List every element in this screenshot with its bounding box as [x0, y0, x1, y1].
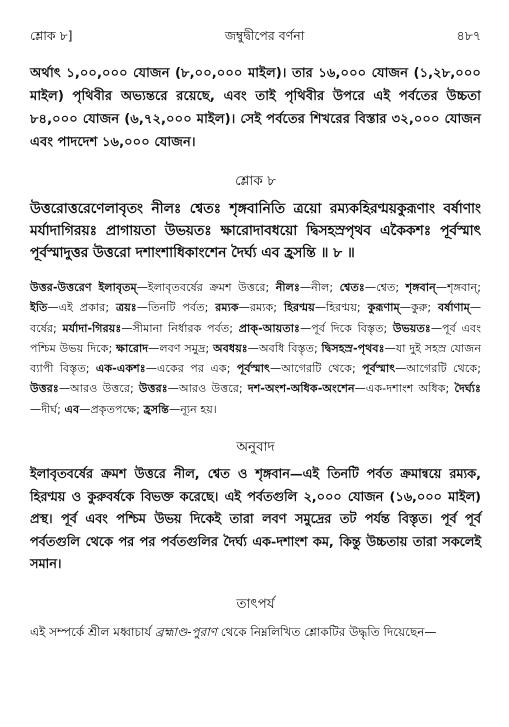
synonym-meaning: রম্যক;	[249, 301, 278, 315]
purport-heading: তাৎপর্য	[236, 595, 275, 612]
synonym-meaning: এই প্রকার;	[58, 301, 110, 315]
synonym-word: উত্তরঃ	[30, 382, 59, 396]
synonym-meaning: আরও উত্তরে;	[70, 382, 134, 396]
synonym-word: রম্যক	[215, 301, 239, 315]
synonym-meaning: আরও উত্তরে;	[178, 382, 243, 396]
synonym-word: শ্বেতঃ	[339, 281, 365, 294]
purport-intro: এই সম্পর্কে শ্রীল মধ্বাচার্য	[30, 624, 156, 639]
previous-translation-continuation: অর্থাৎ ১,০০,০০০ যোজন (৮,০০,০০০ মাইল)। তার ১৬,০০০ যোজন (১,২৮,০০০ মাইল) পৃথিবীর অভ্যন্তরে রয়েছে, এবং তাই পৃথিবীর উপরে এই পর্বতের উচ্চতা ৮৪,০০০ যোজন (৬,৭২,০০০ মাইল)। সেই পর্বতের শিখরের বিস্তার ৩২,০০০ যোজন এবং পাদদেশ ১৬,০০০ যোজন।	[30, 66, 481, 150]
translation-text: ইলাবৃতবর্ষের ক্রমশ উত্তরে নীল, শ্বেত ও শৃঙ্গবান—এই তিনটি পর্বত ক্রমান্বয়ে রম্যক, হিরণ্ময় ও কুরুবর্ষকে বিভক্ত করেছে। এই পর্বতগুলি ২,০০০ যোজন (১৬,০০০ মাইল) প্রস্থ। পূর্ব এবং পশ্চিম উভয় দিকেই তারা লবণ সমুদ্রের তট পর্যন্ত বিস্তৃত। পূর্ব পূর্ব পর্বতগুলি থেকে পর পর পর্বতগুলির দৈর্ঘ্য এক-দশাংশ কম, কিন্তু উচ্চতায় তারা সকলেই সমান।	[30, 467, 481, 573]
synonym-meaning: হিরণ্ময়;	[326, 301, 361, 315]
synonym-word: উভয়তঃ	[392, 321, 431, 335]
synonym-meaning: পূর্ব দিকে বিস্তৃত;	[311, 321, 388, 335]
synonym-word: হ্রসন্তি	[143, 402, 169, 416]
synonym-meaning: ন্যূন হয়।	[180, 402, 217, 416]
synonym-word: এব	[64, 402, 80, 416]
purport-tail: থেকে নিম্নলিখিত শ্লোকটির উদ্ধৃতি দিয়েছেন—	[216, 624, 437, 639]
header-chapter-title: জম্বুদ্বীপের বর্ণনা	[224, 28, 305, 43]
synonym-meaning: বর্ষের;	[30, 321, 57, 335]
synonym-word: পূর্বস্মাৎ	[362, 362, 396, 376]
synonym-word: বর্ষাণাম্	[438, 301, 470, 315]
synonym-meaning: দীর্ঘ;	[41, 402, 61, 416]
synonym-word: ইতি	[30, 301, 48, 315]
synonym-meaning: নীল;	[311, 281, 334, 294]
synonym-meaning: তিনটি পর্বত;	[147, 301, 209, 315]
synonym-word: দ্বিসহস্র-পৃথবঃ	[321, 341, 385, 355]
synonym-meaning: লবণ সমুদ্র;	[159, 341, 210, 355]
synonym-meaning: কুরু;	[410, 301, 432, 315]
synonym-meaning: শৃঙ্গবান্;	[447, 281, 481, 294]
synonym-meaning: একের পর এক;	[156, 362, 231, 376]
synonym-meaning: সীমানা নির্ধারক পর্বত;	[132, 321, 234, 335]
synonym-word: পূর্বস্মাৎ	[236, 362, 270, 376]
synonym-word: উত্তর-উত্তরেণ ইলাবৃতম্	[30, 281, 137, 294]
header-verse-ref: শ্লোক ৮]	[30, 28, 73, 43]
synonym-word: হিরণ্ময়	[283, 301, 315, 315]
synonym-meaning: যা দুই সহস্র যোজন ব্যাপী বিস্তৃত;	[30, 341, 481, 376]
synonym-word: দশ-অংশ-অধিক-অংশেন	[247, 382, 355, 396]
synonym-word: উত্তরঃ	[138, 382, 168, 396]
synonym-meaning: এক-দশাংশ অধিক;	[365, 382, 450, 396]
translation-heading: অনুবাদ	[236, 439, 275, 456]
verse-heading: শ্লোক ৮	[235, 173, 276, 189]
synonym-word: শৃঙ্গবান্	[405, 281, 436, 294]
sanskrit-verse: উত্তরোত্তরেণেলাবৃতং নীলঃ শ্বেতঃ শৃঙ্গবানিতি ত্রয়ো রম্যকহিরণ্ময়কুরূণাং বর্ষাণাং মর্যাদাগিরয়ঃ প্রাগায়তা উভয়তঃ ক্ষারোদাবধয়ো দ্বিসহস্রপৃথব একৈকশঃ পূর্বস্মাৎ পূর্বস্মাদুত্তর উত্তরো দশাংশাধিকাংশেন দৈর্ঘ্য এব হ্রসন্তি ॥ ৮ ॥	[30, 201, 481, 261]
synonym-word: অবধয়ঃ	[213, 341, 248, 355]
synonym-word: দৈর্ঘ্যঃ	[454, 382, 481, 396]
purport-text	[30, 621, 481, 643]
synonym-word: নীলঃ	[275, 281, 300, 294]
synonym-meaning: অবধি বিস্তৃত;	[258, 341, 318, 355]
word-for-word-synonyms: উত্তর-উত্তরেণ ইলাবৃতম্—ইলাবৃতবর্ষের ক্রমশ উত্তরে; নীলঃ—নীল; শ্বেতঃ—শ্বেত; শৃঙ্গবান্—শৃঙ্গবান্; ইতি—এই প্রকার; ত্রয়ঃ—তিনটি পর্বত; রম্যক—রম্যক; হিরণ্ময়—হিরণ্ময়; কুরূণাম্—কুরু; বর্ষাণাম্—বর্ষের; মর্যাদা-গিরয়ঃ—সীমানা নির্ধারক পর্বত; প্রাক্-আয়তাঃ—পূর্ব দিকে বিস্তৃত; উভয়তঃ—পূর্ব এবং পশ্চিম উভয় দিকে; ক্ষারোদ—লবণ সমুদ্র; অবধয়ঃ—অবধি বিস্তৃত; দ্বিসহস্র-পৃথবঃ—যা দুই সহস্র যোজন ব্যাপী বিস্তৃত; এক-একশঃ—একের পর এক; পূর্বস্মাৎ—আগেরটি থেকে; পূর্বস্মাৎ—আগেরটি থেকে; উত্তরঃ—আরও উত্তরে; উত্তরঃ—আরও উত্তরে; দশ-অংশ-অধিক-অংশেন—এক-দশাংশ অধিক; দৈর্ঘ্যঃ—দীর্ঘ; এব—প্রকৃতপক্ষে; হ্রসন্তি—ন্যূন হয়।	[30, 281, 482, 416]
synonym-meaning: পূর্ব এবং পশ্চিম উভয় দিকে;	[30, 321, 482, 355]
synonym-word: প্রাক্-আয়তাঃ	[238, 321, 300, 335]
synonym-meaning: শ্বেত;	[376, 281, 400, 294]
synonym-word: এক-একশঃ	[95, 362, 146, 376]
synonym-meaning: ইলাবৃতবর্ষের ক্রমশ উত্তরে;	[147, 281, 270, 294]
synonym-word: কুরূণাম্	[367, 301, 400, 315]
synonym-meaning: প্রকৃতপক্ষে;	[90, 402, 140, 416]
purport-book-title: ব্রহ্মাণ্ড-পুরাণ	[155, 624, 217, 639]
synonym-meaning: আগেরটি থেকে;	[281, 362, 356, 376]
running-header	[30, 28, 481, 48]
synonym-word: ক্ষারোদ	[116, 341, 149, 355]
synonym-meaning: আগেরটি থেকে;	[406, 362, 481, 376]
synonym-word: মর্যাদা-গিরয়ঃ	[62, 321, 122, 335]
page-number: ৪৮৭	[456, 28, 481, 43]
synonym-word: ত্রয়ঃ	[116, 301, 137, 315]
